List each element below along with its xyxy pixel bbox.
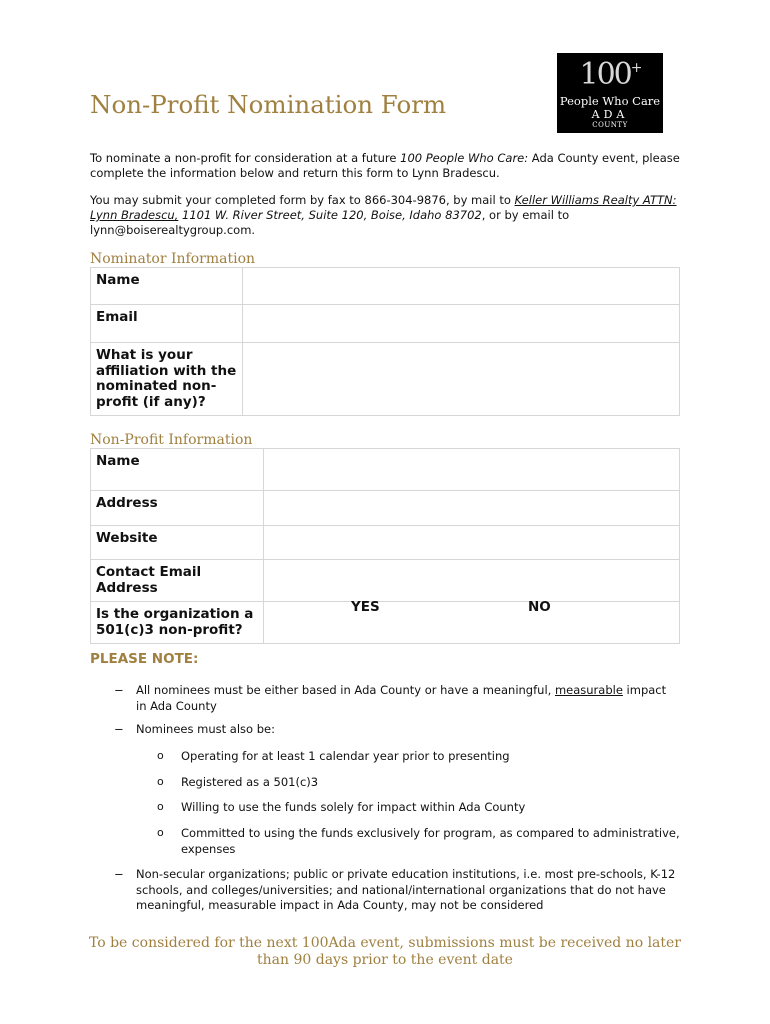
501c3-answer-field[interactable] xyxy=(264,602,680,644)
bullet-marker: o xyxy=(157,749,164,762)
dash-marker: − xyxy=(114,683,124,697)
intro-text: , or by email to lynn@boiserealtygroup.com. xyxy=(90,208,570,237)
note-heading: PLEASE NOTE: xyxy=(90,651,199,667)
nominator-name-label: Name xyxy=(91,268,243,305)
table-row xyxy=(91,602,680,644)
nonprofit-name-label: Name xyxy=(91,449,264,491)
affiliation-field[interactable] xyxy=(243,343,680,416)
table-row xyxy=(91,491,680,526)
sub-item: Committed to using the funds exclusively for program, as compared to administrative, expenses xyxy=(181,826,680,856)
logo-number: 100 xyxy=(579,57,631,92)
mail-recipient: Keller Williams Realty ATTN: Lynn Bradescu, xyxy=(90,193,677,222)
address-field[interactable] xyxy=(264,491,680,526)
note-item-1 xyxy=(136,683,676,714)
page-title: Non-Profit Nomination Form xyxy=(90,90,447,119)
table-row xyxy=(91,560,680,602)
nominator-table xyxy=(90,267,680,416)
sub-item: Registered as a 501(c)3 xyxy=(181,775,319,789)
nominator-name-field[interactable] xyxy=(243,268,680,305)
contact-email-field[interactable] xyxy=(264,560,680,602)
logo xyxy=(557,53,663,133)
table-row xyxy=(91,268,680,305)
yes-option[interactable]: YES xyxy=(351,599,380,615)
table-row xyxy=(91,305,680,343)
nominator-heading: Nominator Information xyxy=(90,251,256,267)
nominator-email-label: Email xyxy=(91,305,243,343)
note-emphasis: measurable xyxy=(554,683,623,697)
note-text: All nominees must be either based in Ada County or have a meaningful, xyxy=(136,683,555,697)
sub-item: Willing to use the funds solely for impact within Ada County xyxy=(181,800,526,814)
dash-marker: − xyxy=(114,867,124,881)
intro-text: To nominate a non-profit for consideration at a future xyxy=(90,151,401,165)
note-item-3: Non-secular organizations; public or private education institutions, i.e. most pre-schools, K-12 schools, and colleges/universities; and national/international organizations that do not have meaningful, measurable impact in Ada County, may not be considered xyxy=(136,867,676,912)
nonprofit-table xyxy=(90,448,680,644)
website-label: Website xyxy=(91,526,264,560)
dash-marker: − xyxy=(114,722,124,736)
501c3-question-label: Is the organization a 501(c)3 non-profit? xyxy=(91,602,264,644)
no-option[interactable]: NO xyxy=(528,599,551,615)
logo-plus: + xyxy=(630,60,641,76)
contact-email-label: Contact Email Address xyxy=(91,560,264,602)
bullet-marker: o xyxy=(157,826,164,839)
affiliation-label: What is your affiliation with the nominated non-profit (if any)? xyxy=(91,343,243,416)
deadline-footer: To be considered for the next 100Ada event, submissions must be received no later than 90 days prior to the event date xyxy=(88,935,682,968)
logo-line1: People Who Care xyxy=(559,94,661,108)
event-name: 100 People Who Care: xyxy=(400,151,529,165)
intro-paragraph-1 xyxy=(90,151,685,181)
logo-line2: ADA xyxy=(591,108,629,121)
intro-paragraph-2 xyxy=(90,193,685,238)
intro-text: Ada County event, please complete the information below and return this form to Lynn Bradescu. xyxy=(90,151,680,180)
bullet-marker: o xyxy=(157,800,164,813)
nominator-email-field[interactable] xyxy=(243,305,680,343)
table-row xyxy=(91,449,680,491)
table-row xyxy=(91,526,680,560)
sub-item: Operating for at least 1 calendar year prior to presenting xyxy=(181,749,510,763)
intro-text: You may submit your completed form by fax to 866-304-9876, by mail to xyxy=(90,193,515,207)
address-label: Address xyxy=(91,491,264,526)
mail-address: 1101 W. River Street, Suite 120, Boise, Idaho 83702 xyxy=(178,208,482,222)
note-text: impact in Ada County xyxy=(136,683,667,713)
website-field[interactable] xyxy=(264,526,680,560)
nonprofit-heading: Non-Profit Information xyxy=(90,432,253,448)
bullet-marker: o xyxy=(157,775,164,788)
nonprofit-name-field[interactable] xyxy=(264,449,680,491)
logo-line3: COUNTY xyxy=(592,121,628,129)
table-row xyxy=(91,343,680,416)
note-item-2: Nominees must also be: xyxy=(136,722,275,736)
